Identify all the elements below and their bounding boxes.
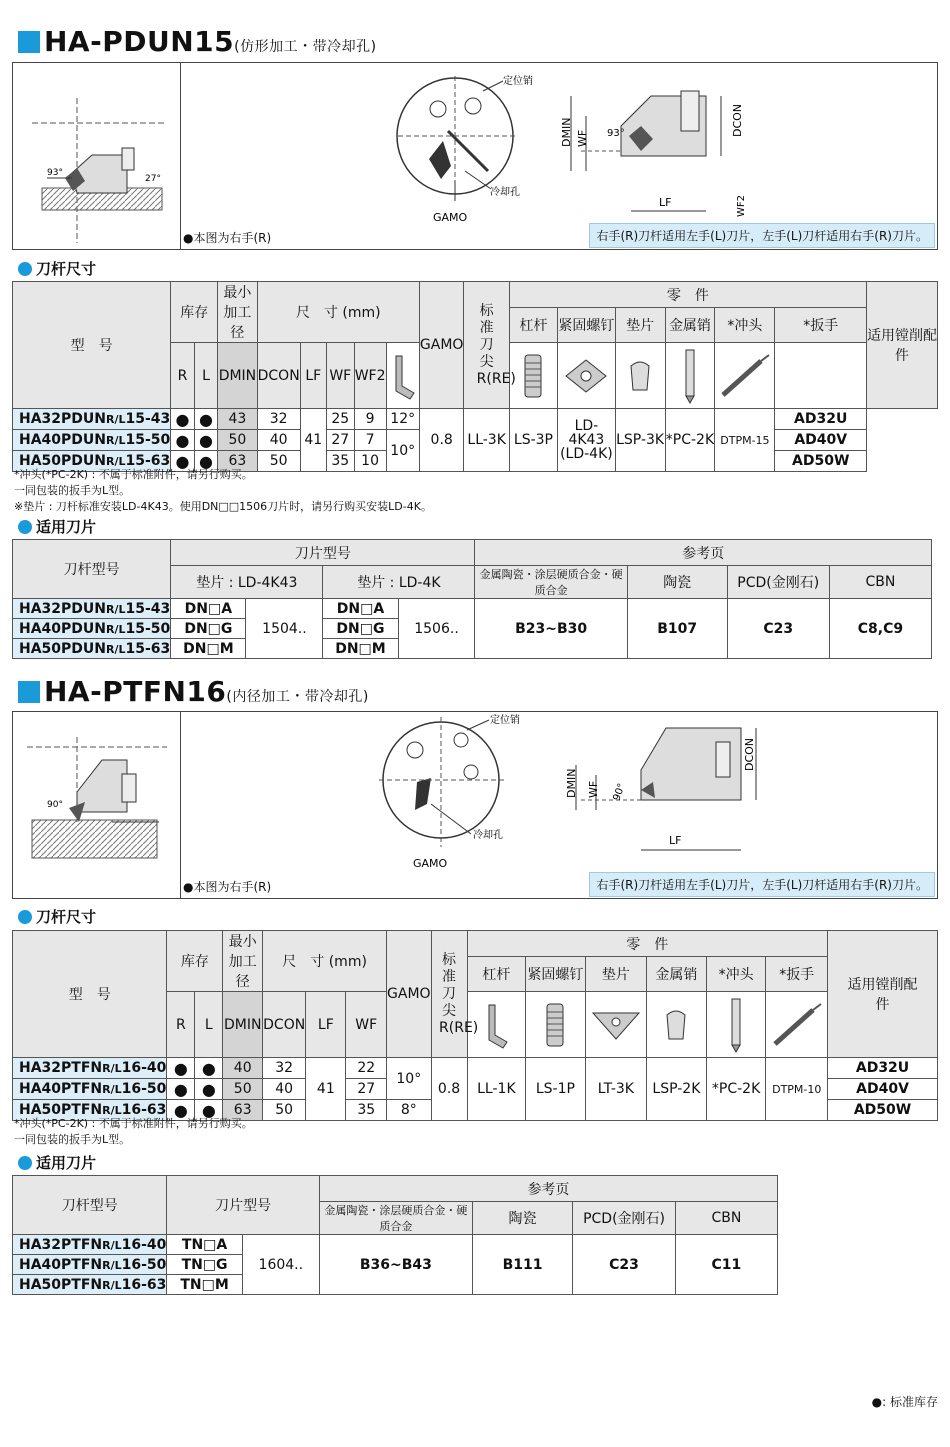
col-holder: 刀杆型号	[13, 540, 171, 599]
diagram-box	[12, 711, 938, 899]
col-dmin: DMIN	[218, 343, 257, 409]
front-view-drawing	[379, 712, 529, 882]
svg-text:DMIN: DMIN	[565, 768, 578, 798]
svg-text:GAMO: GAMO	[413, 857, 448, 870]
holder-dims-heading: 刀杆尺寸	[18, 258, 96, 279]
col-stock: 库存	[167, 931, 223, 992]
stock-dot	[171, 430, 194, 451]
col-wf2: WF2	[354, 343, 386, 409]
svg-text:GAMO: GAMO	[433, 211, 468, 224]
wrench-icon	[715, 343, 775, 409]
right-hand-note: ●本图为右手(R)	[183, 880, 272, 894]
svg-text:WF2: WF2	[736, 194, 747, 217]
svg-text:LF: LF	[659, 196, 672, 209]
col-gamo: GAMO	[387, 931, 432, 1058]
right-hand-note: ●本图为右手(R)	[183, 231, 272, 245]
front-view-drawing	[393, 71, 533, 241]
svg-text:DCON: DCON	[743, 737, 756, 771]
col-re: 标准刀尖R(RE)	[464, 282, 509, 409]
svg-text:冷却孔: 冷却孔	[490, 187, 520, 198]
table-row: HA50PTFNR/L16-63 TN□M	[13, 1275, 778, 1295]
col-l: L	[194, 343, 217, 409]
table-row: HA32PDUNR/L15-43 ● ● 43 32 41 25 9 12° 0.8 LL-3K LS-3P LD-4K43 (LD-4K) LSP-3K *PC-2K DTPM-15 AD32U	[13, 409, 938, 430]
shim-icon	[585, 992, 646, 1058]
col-insert: 刀片型号	[171, 540, 475, 566]
screw-icon	[526, 992, 585, 1058]
insert-heading: 适用刀片	[18, 516, 96, 537]
col-dcon: DCON	[257, 343, 300, 409]
shim-icon	[558, 343, 616, 409]
screw-icon	[509, 343, 557, 409]
col-size: 尺 寸 (mm)	[257, 282, 419, 343]
insert-table: 刀杆型号 刀片型号 参考页 金属陶瓷・涂层硬质合金・硬质合金 陶瓷 PCD(金刚石) CBN HA32PTFNR/L16-40 TN□A 1604.. B36~B43 B111 C23 C11 HA40PTFNR/L16-50 TN□G HA50PTFNR/L16-63 TN□M	[12, 1175, 778, 1295]
table-row: HA50PTFNR/L16-63 ● ● 63 50 35 8° AD50W	[13, 1100, 938, 1121]
holder-dims-heading: 刀杆尺寸	[18, 906, 96, 927]
table-row: HA40PTFNR/L16-50 ● ● 50 40 27 AD40V	[13, 1079, 938, 1100]
col-lf: LF	[300, 343, 326, 409]
col-parts: 零 件	[467, 931, 828, 957]
insert-heading: 适用刀片	[18, 1152, 96, 1173]
stock-legend: ●: 标准库存	[871, 1395, 938, 1409]
stock-dot	[167, 1079, 195, 1100]
col-lever: 杠杆	[509, 308, 557, 343]
col-ref: 参考页	[475, 540, 932, 566]
svg-text:WF: WF	[576, 129, 589, 147]
col-applicable: 适用镗削配件	[867, 282, 938, 409]
col-pin: 金属销	[665, 308, 715, 343]
svg-text:定位销: 定位销	[490, 715, 520, 726]
hand-compat-note: 右手(R)刀杆适用左手(L)刀片，左手(L)刀杆适用右手(R)刀片。	[589, 223, 935, 248]
punch-icon	[665, 343, 715, 409]
table-row: HA40PTFNR/L16-50 TN□G	[13, 1255, 778, 1275]
overview-drawing	[17, 63, 177, 248]
stock-dot	[195, 1058, 223, 1079]
col-wrench: *扳手	[775, 308, 867, 343]
col-punch: *冲头	[715, 308, 775, 343]
col-gamo: GAMO	[419, 282, 464, 409]
stock-dot	[194, 409, 217, 430]
svg-text:DCON: DCON	[731, 103, 744, 137]
section-title: HA-PDUN15(仿形加工・带冷却孔)	[44, 25, 377, 58]
stock-dot	[171, 409, 194, 430]
table-row: HA32PDUNR/L15-43 DN□A 1504.. DN□A 1506.. B23~B30 B107 C23 C8,C9	[13, 599, 932, 619]
side-view-drawing	[551, 71, 751, 231]
col-shim: 垫片	[615, 308, 665, 343]
footnotes: *冲头(*PC-2K) : 不属于标准附件，请另行购买。 一同包装的扳手为L型。	[14, 1117, 253, 1146]
pin-icon	[647, 992, 707, 1058]
col-screw: 紧固螺钉	[558, 308, 616, 343]
svg-text:90°: 90°	[611, 782, 628, 803]
col-model: 型 号	[13, 931, 167, 1058]
table-row: HA32PTFNR/L16-40 ● ● 40 32 41 22 10° 0.8 LL-1K LS-1P LT-3K LSP-2K *PC-2K DTPM-10 AD32U	[13, 1058, 938, 1079]
svg-text:定位销: 定位销	[503, 76, 533, 87]
table-row: HA40PDUNR/L15-50 DN□G DN□G	[13, 619, 932, 639]
svg-text:冷却孔: 冷却孔	[473, 830, 503, 841]
holder-dims-table	[12, 281, 938, 472]
section-marker	[18, 681, 40, 703]
overview-drawing	[17, 712, 177, 897]
stock-dot	[195, 1079, 223, 1100]
table-row: HA50PDUNR/L15-63 DN□M DN□M	[13, 639, 932, 659]
svg-text:93°: 93°	[607, 128, 625, 139]
col-dmin-label: 最小加工径	[218, 282, 257, 343]
table-row: HA50PDUNR/L15-63 ● ● 63 50 35 10 AD50W	[13, 451, 938, 472]
table-row: HA32PTFNR/L16-40 TN□A 1604.. B36~B43 B111 C23 C11	[13, 1235, 778, 1255]
wrench-icon	[766, 992, 828, 1058]
lever-icon	[386, 343, 419, 409]
svg-text:DMIN: DMIN	[560, 117, 573, 147]
insert-table: 刀杆型号 刀片型号 参考页 垫片 : LD-4K43 垫片 : LD-4K 金属陶瓷・涂层硬质合金・硬质合金 陶瓷 PCD(金刚石) CBN HA32PDUNR/L15-43 DN□A 1504.. DN□A 1506.. B23~B30 B107 C23 C8,C9 HA40PDUNR/L15-50 DN□G DN□G HA50PDUNR/L15-63 DN□M DN□M	[12, 539, 932, 659]
side-view-drawing	[551, 720, 756, 880]
col-shim2: 垫片 : LD-4K	[323, 566, 475, 599]
pin-icon	[615, 343, 665, 409]
footnotes: *冲头(*PC-2K) : 不属于标准附件，请另行购买。 一同包装的扳手为L型。 ※垫片 : 刀杆标准安装LD-4K43。使用DN□□1506刀片时，请另行购买安装LD-4K。	[14, 468, 432, 513]
col-size: 尺 寸 (mm)	[263, 931, 387, 992]
section-title: HA-PTFN16(内径加工・带冷却孔)	[44, 675, 369, 708]
svg-text:27°: 27°	[145, 174, 161, 184]
svg-text:LF: LF	[669, 834, 682, 847]
svg-text:90°: 90°	[47, 800, 63, 810]
col-re: 标准刀尖R(RE)	[431, 931, 467, 1058]
table-row: HA40PDUNR/L15-50 ● ● 50 40 27 7 10° AD40V	[13, 430, 938, 451]
col-r: R	[171, 343, 194, 409]
svg-text:WF: WF	[587, 780, 600, 798]
hand-compat-note: 右手(R)刀杆适用左手(L)刀片，左手(L)刀杆适用右手(R)刀片。	[589, 872, 935, 897]
svg-text:93°: 93°	[47, 168, 63, 178]
col-stock: 库存	[171, 282, 218, 343]
punch-icon	[706, 992, 766, 1058]
diagram-box	[12, 62, 938, 250]
col-model: 型 号	[13, 282, 171, 409]
holder-dims-table: 型 号 库存 最小加工径 尺 寸 (mm) GAMO 标准刀尖R(RE) 零 件 适用镗削配件 杠杆 紧固螺钉 垫片 金属销 *冲头 *扳手 R L DMIN DCON LF WF HA32PTFNR/L16-40 ● ● 40 32 41 22 10° 0.8 LL-1K LS-1P LT-3K LSP-2K *PC-2K DTPM-10 AD32U HA40PTFNR/L16-50 ● ● 50 40 27 AD40V HA50PTFNR/L16-63 ● ● 63 50 35 8° AD50W	[12, 930, 938, 1121]
section-marker	[18, 31, 40, 53]
col-wf: WF	[326, 343, 354, 409]
col-parts: 零 件	[509, 282, 866, 308]
col-shim1: 垫片 : LD-4K43	[171, 566, 323, 599]
stock-dot	[167, 1058, 195, 1079]
col-applicable: 适用镗削配件	[828, 931, 938, 1058]
stock-dot	[194, 430, 217, 451]
col-dmin-label: 最小加工径	[223, 931, 263, 992]
